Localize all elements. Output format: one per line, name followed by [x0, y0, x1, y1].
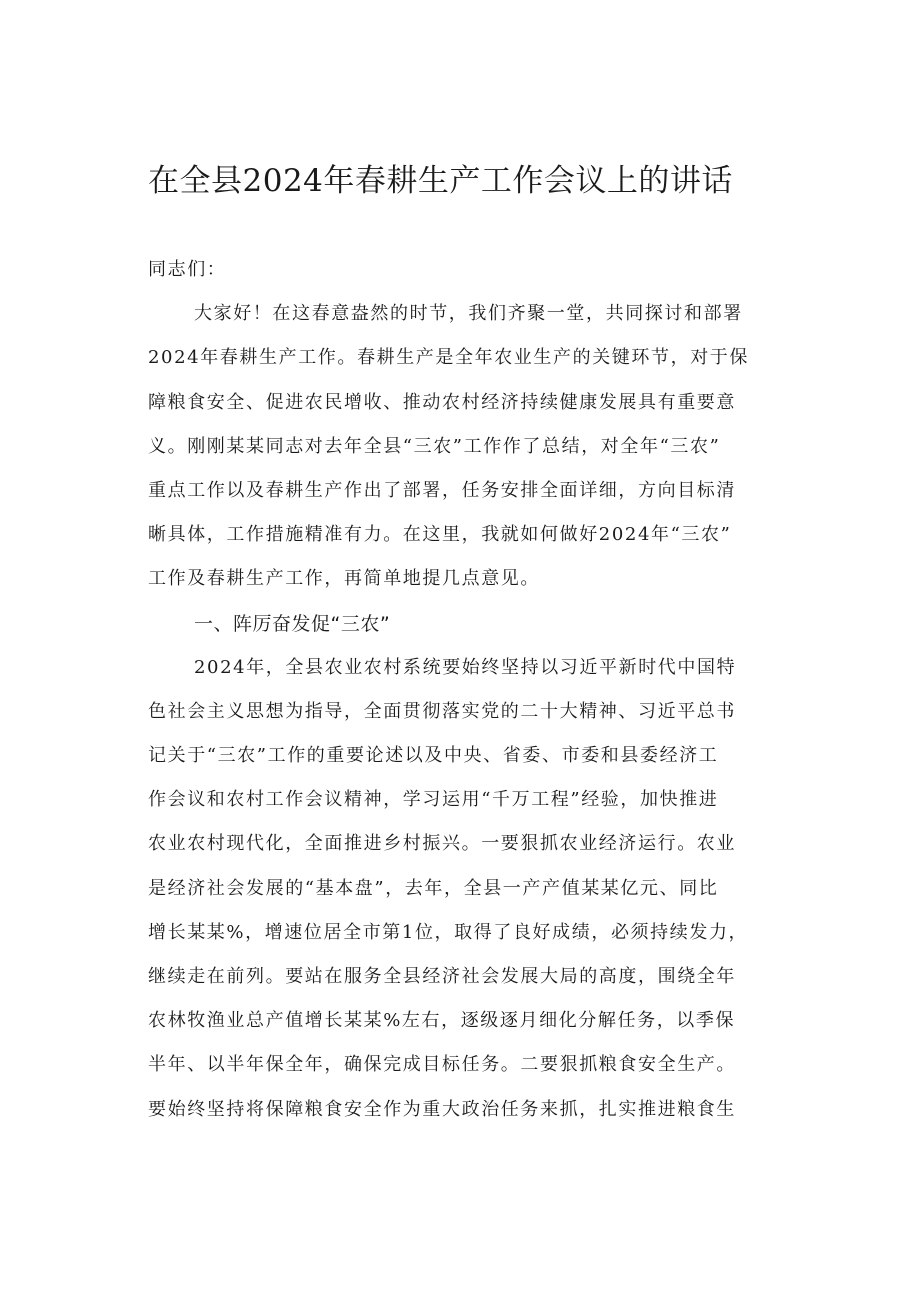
paragraph-section-one — [148, 646, 808, 1132]
paragraph-line: 增长某某%，增速位居全市第1位，取得了良好成绩，必须持续发力， — [148, 921, 749, 943]
paragraph-line: 农业农村现代化，全面推进乡村振兴。一要狠抓农业经济运行。农业 — [148, 833, 736, 855]
paragraph-line: 义。刚刚某某同志对去年全县“三农”工作作了总结，对全年“三农” — [148, 435, 721, 457]
paragraph-line: 记关于“三农”工作的重要论述以及中央、省委、市委和县委经济工 — [148, 745, 719, 767]
speech-body — [148, 248, 808, 1132]
paragraph-line: 2024年春耕生产工作。春耕生产是全年农业生产的关键环节，对于保 — [148, 347, 750, 369]
salutation: 同志们： — [148, 259, 227, 280]
paragraph-line: 继续走在前列。要站在服务全县经济社会发展大局的高度，围绕全年 — [148, 966, 736, 987]
paragraph-line: 色社会主义思想为指导，全面贯彻落实党的二十大精神、习近平总书 — [148, 700, 736, 722]
paragraph-line: 作会议和农村工作会议精神，学习运用“千万工程”经验，加快推进 — [148, 789, 719, 811]
paragraph-line: 障粮食安全、促进农民增收、推动农村经济持续健康发展具有重要意 — [148, 391, 736, 413]
paragraph-line: 是经济社会发展的“基本盘”，去年，全县一产产值某某亿元、同比 — [148, 877, 719, 899]
page-title: 在全县2024年春耕生产工作会议上的讲话 — [148, 163, 733, 199]
paragraph-line: 半年、以半年保全年，确保完成目标任务。二要狠抓粮食安全生产。 — [148, 1054, 736, 1076]
paragraph-line: 农林牧渔业总产值增长某某%左右，逐级逐月细化分解任务，以季保 — [148, 1010, 736, 1032]
paragraph-line: 晰具体，工作措施精准有力。在这里，我就如何做好2024年“三农” — [148, 524, 732, 546]
paragraph-line: 重点工作以及春耕生产作出了部署，任务安排全面详细，方向目标清 — [148, 479, 736, 501]
section-heading: 一、阵厉奋发促“三农” — [194, 612, 391, 635]
paragraph-line: 要始终坚持将保障粮食安全作为重大政治任务来抓，扎实推进粮食生 — [148, 1098, 736, 1120]
paragraph-line: 大家好！在这春意盎然的时节，我们齐聚一堂，共同探讨和部署 — [194, 303, 743, 325]
paragraph-line: 工作及春耕生产工作，再简单地提几点意见。 — [148, 568, 540, 590]
paragraph-line: 2024年，全县农业农村系统要始终坚持以习近平新时代中国特 — [194, 656, 737, 678]
paragraph-opening — [148, 292, 808, 601]
